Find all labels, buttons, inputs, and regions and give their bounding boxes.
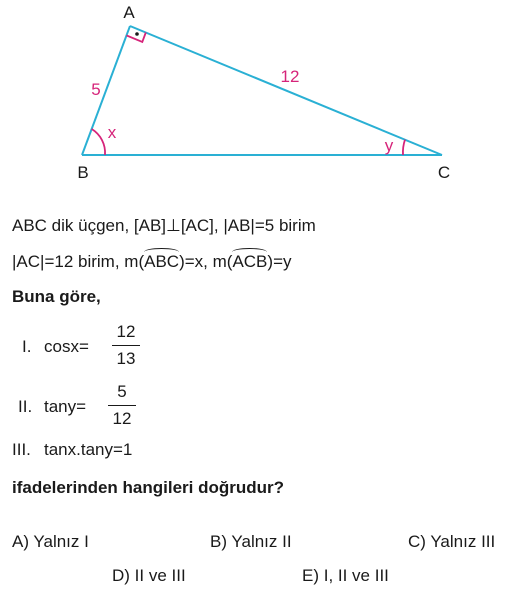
fraction-bar [112, 345, 140, 346]
item-ii-fraction [108, 382, 136, 429]
angle-b-label: x [107, 123, 117, 142]
item-iii-label: III. [12, 440, 31, 459]
item-ii-expression: tany= [44, 397, 87, 416]
angle-c-arc [403, 140, 405, 155]
option-b[interactable]: B) Yalnız II [210, 532, 292, 551]
vertex-c-label: C [437, 163, 451, 182]
question-text: ifadelerinden hangileri doğrudur? [12, 478, 285, 497]
angle-acb-notation: ACB [232, 252, 268, 271]
statement-line-1: ABC dik üçgen, [AB]⊥[AC], |AB|=5 birim [12, 216, 316, 235]
item-i-fraction [112, 322, 140, 369]
side-ab-length: 5 [91, 80, 101, 99]
option-a[interactable]: A) Yalnız I [12, 532, 89, 551]
statement-line-2-end: )=y [267, 252, 292, 271]
side-ab-line [82, 26, 130, 155]
item-ii-denominator: 12 [112, 409, 132, 428]
item-i-label: I. [22, 337, 32, 356]
fraction-bar [108, 405, 136, 406]
item-i-numerator: 12 [116, 322, 136, 341]
statement-line-2-mid: )=x, m( [179, 252, 233, 271]
side-ac-length: 12 [280, 67, 300, 86]
statement-line-2 [12, 252, 292, 272]
option-c[interactable]: C) Yalnız III [408, 532, 496, 551]
vertex-b-label: B [77, 163, 89, 182]
prompt-text: Buna göre, [12, 287, 101, 306]
angle-c-label: y [384, 136, 394, 155]
vertex-a-label: A [123, 3, 135, 22]
statement-line-2-start: |AC|=12 birim, m( [12, 252, 145, 271]
item-i-expression: cosx= [44, 337, 89, 356]
item-ii-numerator: 5 [117, 382, 127, 401]
item-iii-expression: tanx.tany=1 [44, 440, 133, 459]
option-d[interactable]: D) II ve III [112, 566, 186, 585]
right-triangle-figure [0, 0, 523, 190]
angle-b-arc [92, 129, 105, 155]
side-ac-line [130, 26, 442, 155]
item-i-denominator: 13 [116, 349, 136, 368]
option-e[interactable]: E) I, II ve III [302, 566, 389, 585]
item-ii-label: II. [18, 397, 33, 416]
right-angle-dot [135, 32, 139, 36]
angle-abc-notation: ABC [144, 252, 180, 271]
